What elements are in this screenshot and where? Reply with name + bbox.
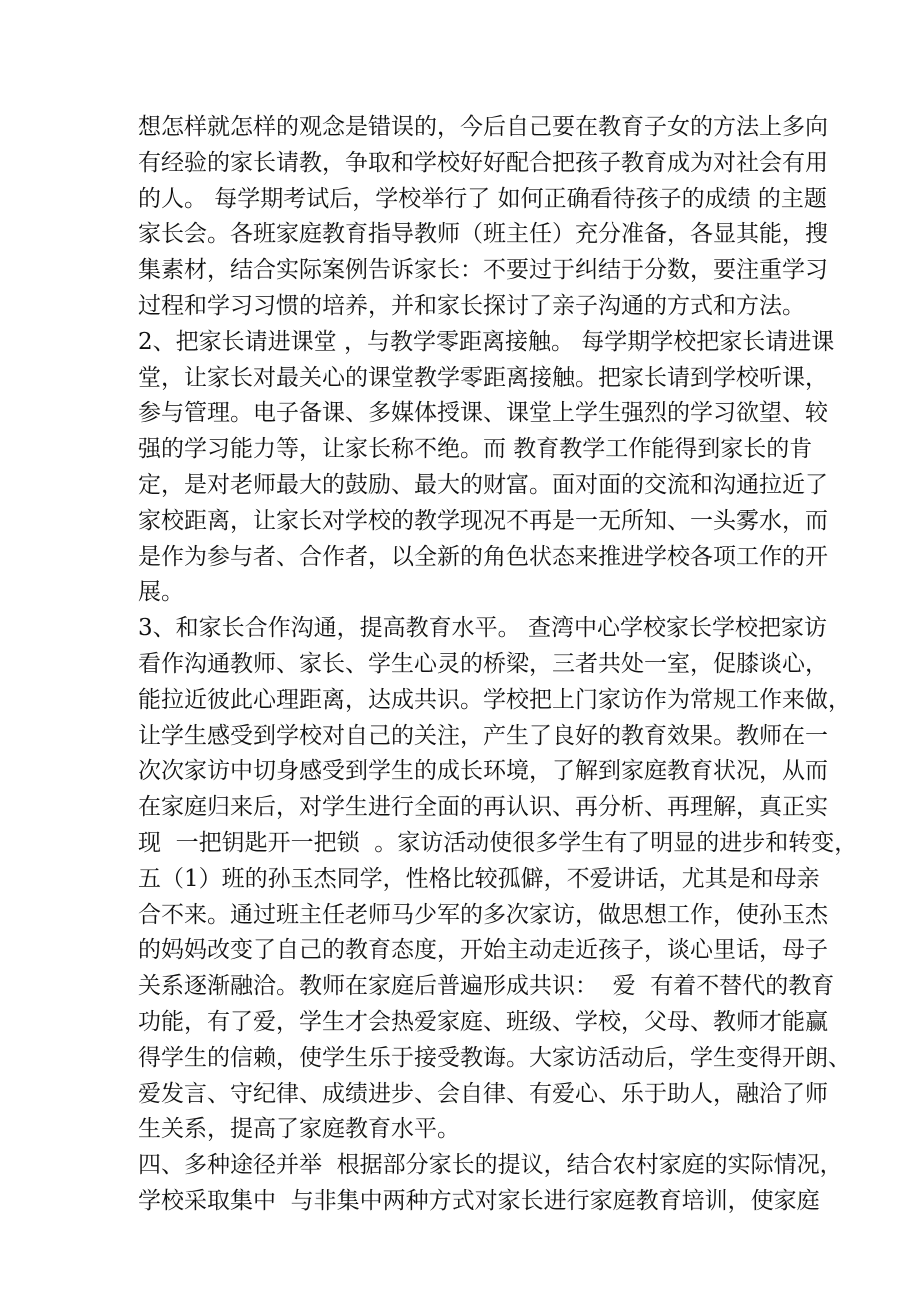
text-line: 集素材，结合实际案例告诉家长：不要过于纠结于分数，要注重学习 <box>138 257 828 284</box>
text-line: 次次家访中切身感受到学生的成长环境，了解到家庭教育状况，从而 <box>138 758 828 785</box>
text-line: 家长会。各班家庭教育指导教师（班主任）充分准备，各显其能，搜 <box>138 221 828 248</box>
text-line: 功能，有了爱，学生才会热爱家庭、班级、学校，父母、教师才能赢 <box>138 1008 828 1035</box>
text-line: 过程和学习习惯的培养，并和家长探讨了亲子沟通的方式和方法。 <box>138 292 805 319</box>
text-line: 强的学习能力等，让家长称不绝。而 教育教学工作能得到家长的肯 <box>138 436 813 463</box>
text-line: 2、把家长请进课堂 ，与教学零距离接触。 每学期学校把家长请进课 <box>138 328 835 355</box>
text-line: 参与管理。电子备课、多媒体授课、课堂上学生强烈的学习欲望、较 <box>138 400 828 427</box>
text-line: 学校采取集中 与非集中两种方式对家长进行家庭教育培训，使家庭 <box>138 1187 820 1214</box>
text-line: 有经验的家长请教，争取和学校好好配合把孩子教育成为对社会有用 <box>138 149 828 176</box>
text-line: 五（1）班的孙玉杰同学，性格比较孤僻，不爱讲话，尤其是和母亲 <box>138 865 820 892</box>
text-line: 生关系，提高了家庭教育水平。 <box>138 1116 460 1143</box>
text-line: 得学生的信赖，使学生乐于接受教诲。大家访活动后，学生变得开朗、 <box>138 1044 851 1071</box>
text-line: 看作沟通教师、家长、学生心灵的桥梁，三者共处一室，促膝谈心， <box>138 650 828 677</box>
text-line: 是作为参与者、合作者，以全新的角色状态来推进学校各项工作的开 <box>138 543 828 570</box>
text-line: 的妈妈改变了自己的教育态度，开始主动走近孩子，谈心里话，母子 <box>138 937 828 964</box>
text-line: 堂，让家长对最关心的课堂教学零距离接触。把家长请到学校听课， <box>138 364 828 391</box>
text-line: 合不来。通过班主任老师马少军的多次家访，做思想工作，使孙玉杰 <box>138 901 828 928</box>
text-line: 定，是对老师最大的鼓励、最大的财富。面对面的交流和沟通拉近了 <box>138 471 828 498</box>
text-line: 让学生感受到学校对自己的关注，产生了良好的教育效果。教师在一 <box>138 722 828 749</box>
document-body <box>138 110 858 1220</box>
text-line: 关系逐渐融洽。教师在家庭后普遍形成共识： 爱 有着不替代的教育 <box>138 973 835 1000</box>
text-line: 四、多种途径并举 根据部分家长的提议，结合农村家庭的实际情况， <box>138 1152 843 1179</box>
text-line: 的人。 每学期考试后，学校举行了 如何正确看待孩子的成绩 的主题 <box>138 185 827 212</box>
text-line: 现 一把钥匙开一把锁 。家访活动使很多学生有了明显的进步和转变， <box>138 829 858 856</box>
text-line: 能拉近彼此心理距离，达成共识。学校把上门家访作为常规工作来做， <box>138 686 851 713</box>
text-line: 在家庭归来后，对学生进行全面的再认识、再分析、再理解，真正实 <box>138 794 828 821</box>
text-line: 家校距离，让家长对学校的教学现况不再是一无所知、一头雾水，而 <box>138 507 828 534</box>
text-line: 爱发言、守纪律、成绩进步、会自律、有爱心、乐于助人，融洽了师 <box>138 1080 828 1107</box>
text-line: 展。 <box>138 579 184 606</box>
text-line: 想怎样就怎样的观念是错误的，今后自己要在教育子女的方法上多向 <box>138 114 828 140</box>
text-line: 3、和家长合作沟通，提高教育水平。 查湾中心学校家长学校把家访 <box>138 615 827 642</box>
